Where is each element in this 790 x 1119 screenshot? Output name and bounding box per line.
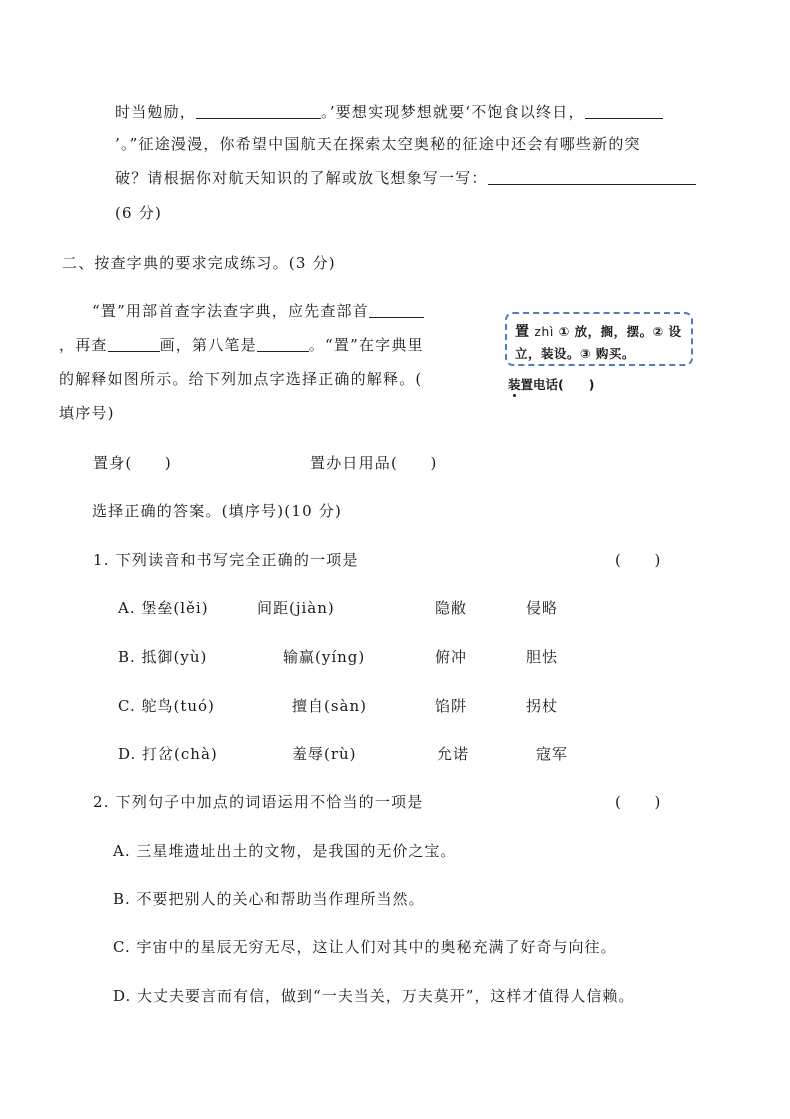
dict-pinyin: zhì xyxy=(534,324,554,339)
intro-line-1 xyxy=(115,101,663,122)
stroke-blank[interactable] xyxy=(257,335,309,352)
q2-option-d: D. 大丈夫要言而有信，做到“一夫当关，万夫莫开”，这样才值得人信赖。 xyxy=(113,987,635,1005)
q1-option-b-1: B. 抵御(yù) xyxy=(118,648,208,666)
q1-option-a-3: 隐敝 xyxy=(435,599,468,617)
phone-item: 装置电话( ) xyxy=(508,377,595,392)
dict-para-2 xyxy=(59,334,424,355)
q2-option-b: B. 不要把别人的关心和帮助当作理所当然。 xyxy=(113,890,425,908)
answer-blank[interactable] xyxy=(585,102,663,119)
dict-text: 。“置”在字典里 xyxy=(308,336,424,354)
dict-head-char: 置 xyxy=(515,324,530,340)
q1-option-b-4: 胆怯 xyxy=(526,648,559,666)
q2-option-a: A. 三星堆遗址出土的文物，是我国的无价之宝。 xyxy=(113,842,457,860)
q1-option-a-2: 间距(jiàn) xyxy=(257,599,335,617)
q1-answer-paren[interactable]: ( ) xyxy=(615,551,662,569)
answer-blank[interactable] xyxy=(488,168,696,185)
q1-option-d-3: 允诺 xyxy=(437,745,470,763)
answer-blank[interactable] xyxy=(196,102,321,119)
dict-para-1 xyxy=(92,300,424,321)
section2-heading: 二、按查字典的要求完成练习。(3 分) xyxy=(62,254,336,272)
dict-para-4: 填序号) xyxy=(59,404,115,422)
q1-stem: 1. 下列读音和书写完全正确的一项是 xyxy=(93,551,359,569)
q1-option-d-1: D. 打岔(chà) xyxy=(118,745,218,763)
section3-heading: 选择正确的答案。(填序号)(10 分) xyxy=(92,502,343,520)
intro-text: 时当勉励， xyxy=(115,103,197,121)
dict-def-2: 立，装设。③ 购买。 xyxy=(515,346,635,361)
q1-option-c-2: 擅自(sàn) xyxy=(292,697,368,715)
intro-text: 。’要想实现梦想就要‘不饱食以终日， xyxy=(321,103,585,121)
emphasis-dot xyxy=(513,394,516,397)
dict-text: 画，第八笔是 xyxy=(159,336,257,354)
q1-option-c-1: C. 鸵鸟(tuó) xyxy=(118,697,215,715)
q1-option-c-3: 馅阱 xyxy=(435,697,468,715)
q2-option-c: C. 宇宙中的星辰无穷无尽，这让人们对其中的奥秘充满了好奇与向往。 xyxy=(113,938,617,956)
dict-text: ，再查 xyxy=(59,336,108,354)
q1-option-d-2: 羞辱(rù) xyxy=(292,745,357,763)
q2-stem: 2. 下列句子中加点的词语运用不恰当的一项是 xyxy=(93,793,424,811)
q2-answer-paren[interactable]: ( ) xyxy=(615,793,662,811)
item-zhishen: 置身( ) xyxy=(93,454,172,472)
q1-option-a-4: 侵略 xyxy=(526,599,559,617)
radical-blank[interactable] xyxy=(369,301,424,318)
dictionary-entry-box xyxy=(505,312,693,366)
q1-option-b-3: 俯冲 xyxy=(435,648,468,666)
q1-option-c-4: 拐杖 xyxy=(526,697,559,715)
intro-score: (6 分) xyxy=(115,204,163,222)
strokes-blank[interactable] xyxy=(108,335,160,352)
q1-option-d-4: 寇军 xyxy=(536,745,569,763)
intro-line-3 xyxy=(115,167,696,188)
q1-option-a-1: A. 堡垒(lěi) xyxy=(118,599,209,617)
intro-line-2: ’。”征途漫漫，你希望中国航天在探索太空奥秘的征途中还会有哪些新的突 xyxy=(115,135,641,153)
q1-option-b-2: 输赢(yíng) xyxy=(283,648,366,666)
dict-para-3: 的解释如图所示。给下列加点字选择正确的解释。( xyxy=(59,370,423,388)
dict-text: “置”用部首查字法查字典，应先查部首 xyxy=(92,302,369,320)
item-zhiban: 置办日用品( ) xyxy=(310,454,438,472)
intro-text: 破？请根据你对航天知识的了解或放飞想象写一写： xyxy=(115,169,488,187)
dict-def-1: ① 放，搁，摆。② 设 xyxy=(558,324,682,339)
